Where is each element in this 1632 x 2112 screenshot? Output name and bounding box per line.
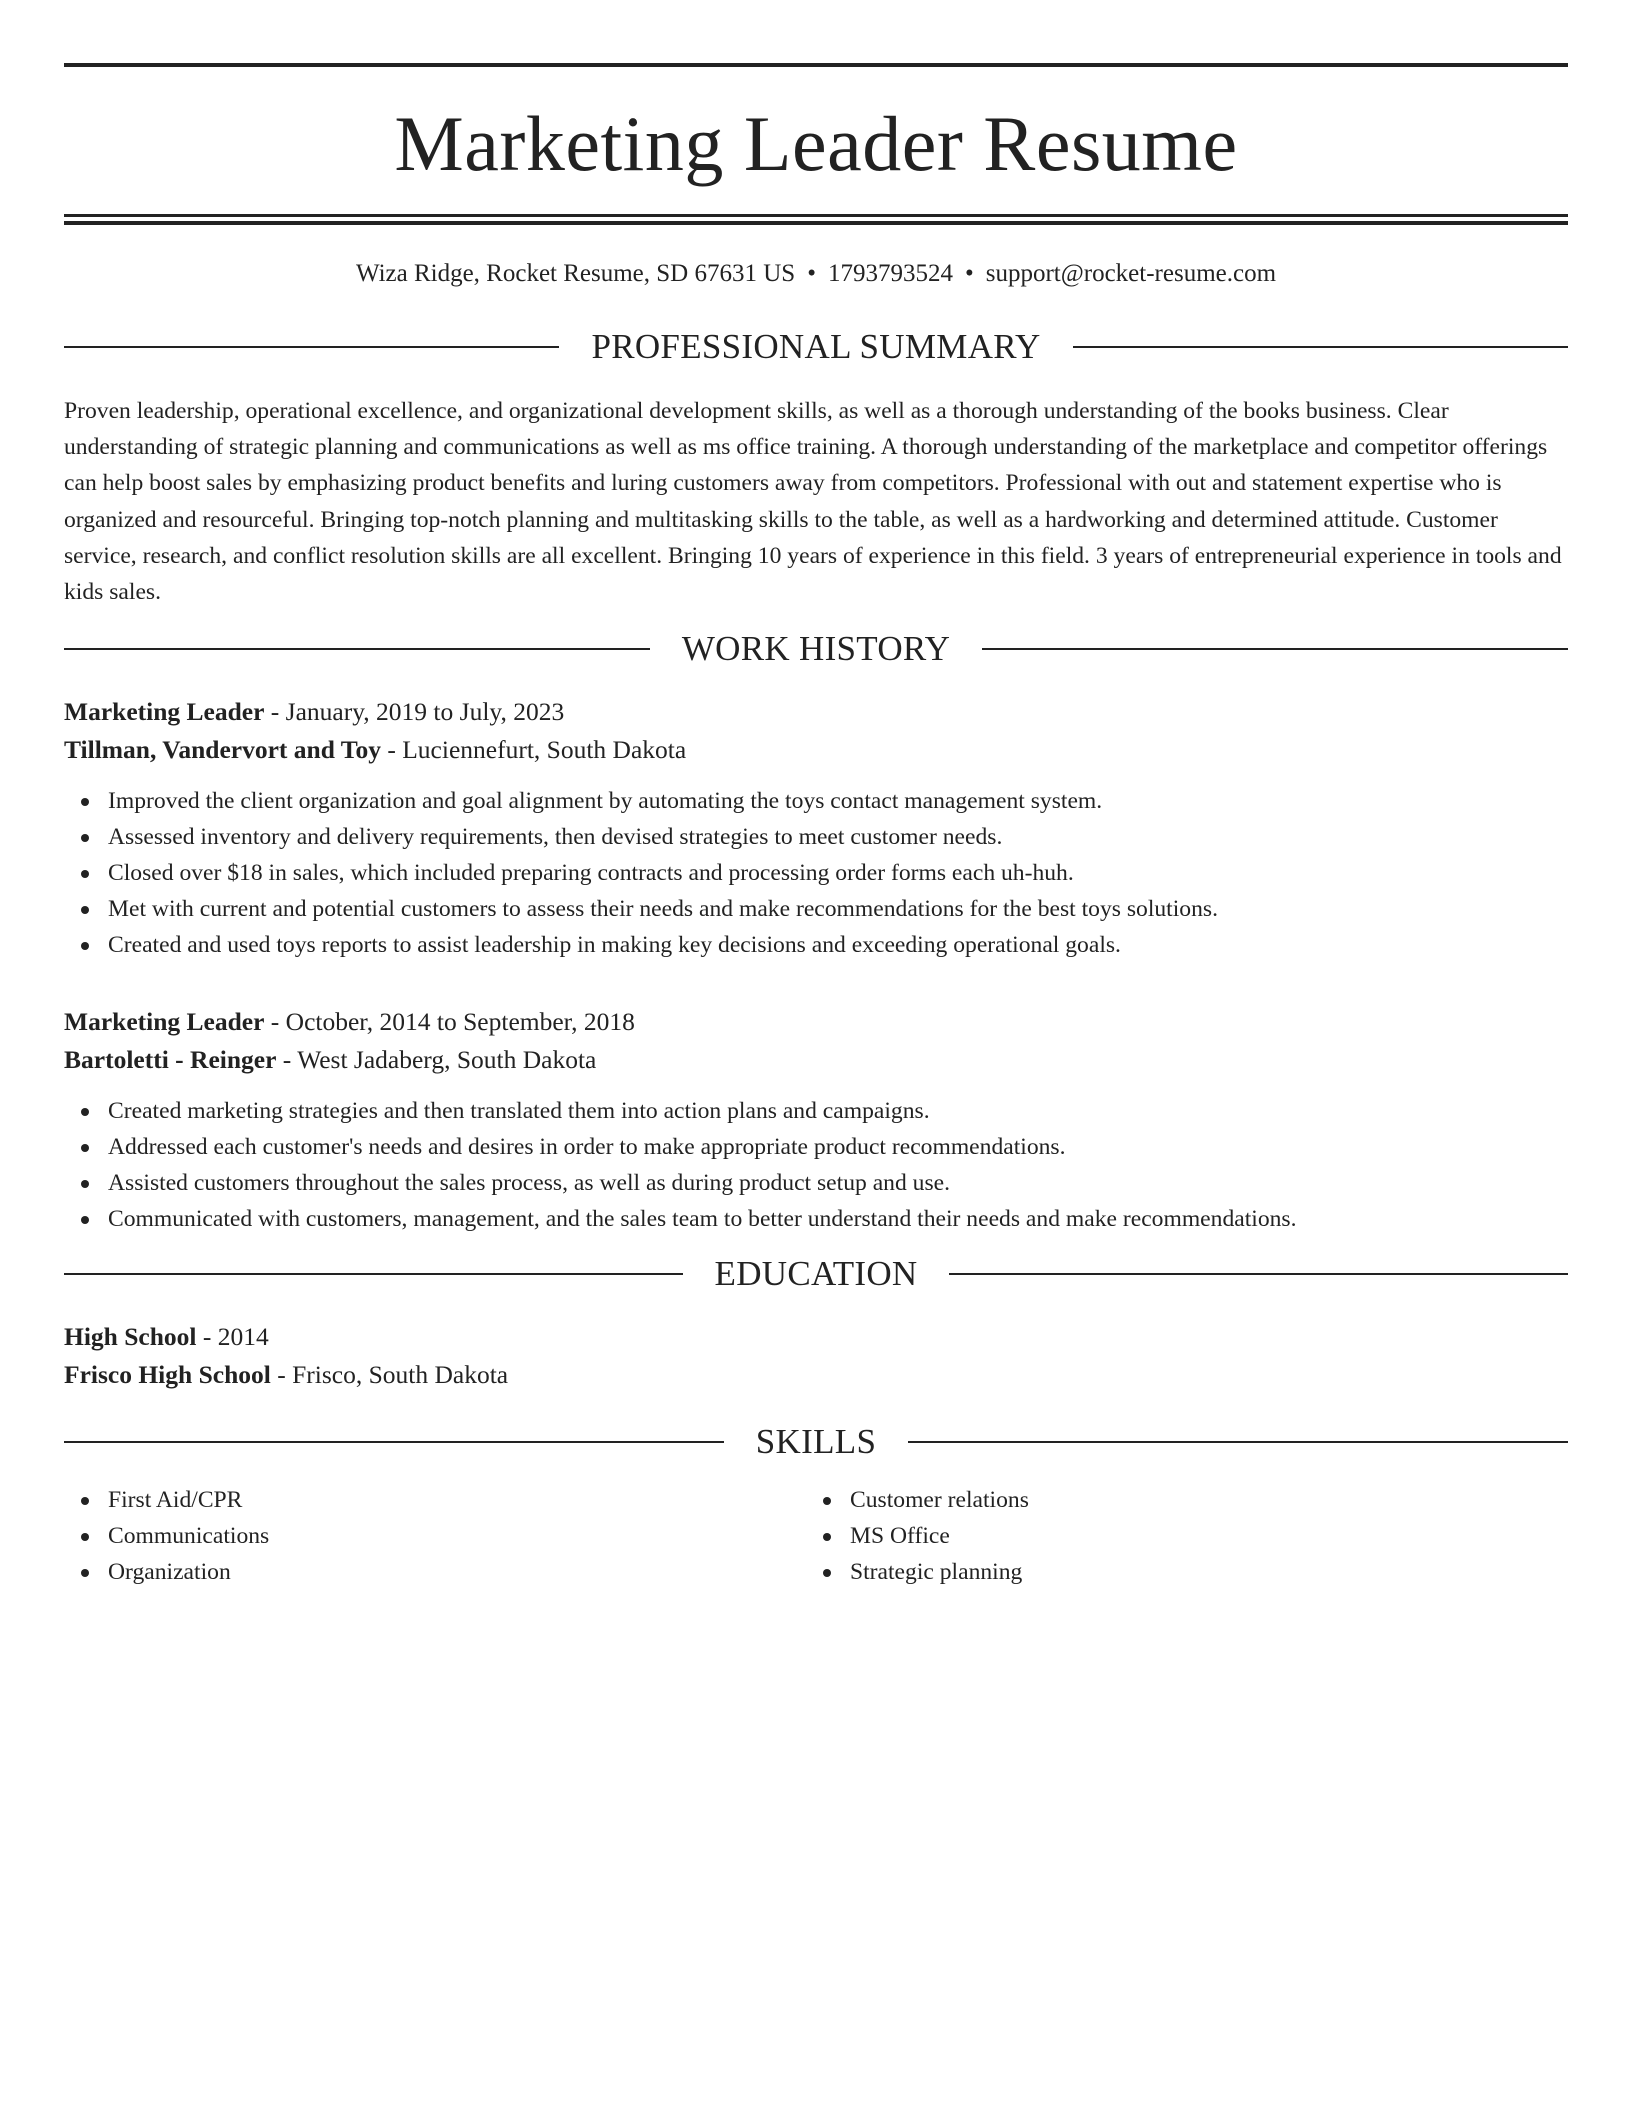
job-role-line [64,1003,1568,1041]
bullet-text: Assessed inventory and delivery requirements, then devised strategies to meet customer needs. [108,824,1003,851]
section-title: EDUCATION [714,1254,918,1294]
bullet-dot-icon [81,870,89,878]
contact-separator: • [964,260,974,287]
heading-rule-left [64,1273,683,1275]
bullet-text: Addressed each customer's needs and desires in order to make appropriate product recommendations. [108,1134,1066,1161]
bullet-dot-icon [823,1497,831,1505]
skills-column-right [806,1482,1548,1590]
job-dates: - October, 2014 to September, 2018 [264,1007,635,1037]
contact-line [64,259,1568,289]
section-heading-skills [64,1422,1568,1462]
job-company: Bartoletti - Reinger [64,1045,277,1075]
job-role-line [64,693,1568,731]
contact-address: Wiza Ridge, Rocket Resume, SD 67631 US [355,260,796,287]
skills-column-left [64,1482,806,1590]
bullet-dot-icon [81,906,89,914]
contact-separator: • [807,260,816,287]
bullet-text: Improved the client organization and goal alignment by automating the toys contact management system. [108,788,1103,815]
education-degree: High School [64,1322,197,1352]
title-double-rule [64,214,1568,225]
skill-text: Strategic planning [850,1559,1023,1586]
skill-item [108,1518,806,1554]
section-title: PROFESSIONAL SUMMARY [591,327,1041,366]
education-entry [64,1318,1568,1394]
skills-grid [64,1482,1568,1590]
bullet-dot-icon [81,1569,89,1577]
bullet-text: Created marketing strategies and then translated them into action plans and campaigns. [108,1098,930,1125]
job-company-line [64,1041,1568,1079]
skill-item [850,1554,1548,1590]
list-item [108,819,1568,855]
bullet-text: Closed over $18 in sales, which included preparing contracts and processing order forms each uh-huh. [108,860,1074,887]
heading-rule-right [1073,346,1568,348]
education-degree-line [64,1318,1568,1356]
job-bullets [64,1093,1568,1237]
bullet-text: Created and used toys reports to assist leadership in making key decisions and exceeding operational goals. [108,932,1121,959]
bullet-dot-icon [81,1533,89,1541]
list-item [108,1201,1568,1237]
education-school-line [64,1356,1568,1394]
bullet-dot-icon [823,1533,831,1541]
education-school: Frisco High School [64,1360,271,1390]
heading-rule-left [64,346,559,348]
job-entry [64,693,1568,963]
section-heading-work-history [64,629,1568,669]
heading-rule-left [64,648,650,650]
skill-text: Communications [108,1523,270,1550]
resume-title: Marketing Leader Resume [394,100,1238,187]
section-heading-summary [64,327,1568,367]
bullet-text: Communicated with customers, management, and the sales team to better understand their needs and make recommendations. [108,1206,1297,1233]
list-item [108,927,1568,963]
list-item [108,783,1568,819]
job-role: Marketing Leader [64,1007,265,1037]
heading-rule-right [949,1273,1568,1275]
list-item [108,891,1568,927]
job-location: - Luciennefurt, South Dakota [380,735,687,765]
resume-page [64,0,1568,1590]
education-year: - 2014 [196,1322,269,1352]
heading-rule-left [64,1441,724,1443]
title-block [64,63,1568,225]
job-company-line [64,731,1568,769]
summary-paragraph: Proven leadership, operational excellence, and organizational development skills, as well as a thorough understanding of the books business. Clear understanding of strategic planning and communications as well as ms office training. A thorough understanding of the marketplace and competitor offerings can help boost sales by emphasizing product benefits and luring customers away from competitors. Professional with out and statement expertise who is organized and resourceful. Bringing top-notch planning and multitasking skills to the table, as well as a hardworking and determined attitude. Customer service, research, and conflict resolution skills are all excellent. Bringing 10 years of experience in this field. 3 years of entrepreneurial experience in tools and kids sales. [64,398,1562,606]
list-item [108,855,1568,891]
bullet-dot-icon [81,798,89,806]
job-dates: - January, 2019 to July, 2023 [264,697,565,727]
skill-item [108,1554,806,1590]
skill-item [850,1518,1548,1554]
list-item [108,1165,1568,1201]
bullet-text: Assisted customers throughout the sales process, as well as during product setup and use. [108,1170,951,1197]
bullet-dot-icon [81,1497,89,1505]
education-location: - Frisco, South Dakota [270,1360,509,1390]
contact-email[interactable]: support@rocket-resume.com [985,260,1277,287]
list-item [108,1093,1568,1129]
bullet-dot-icon [823,1569,831,1577]
bullet-dot-icon [81,1216,89,1224]
bullet-dot-icon [81,834,89,842]
bullet-text: Met with current and potential customers to assess their needs and make recommendations for the best toys solutions. [108,896,1218,923]
bullet-dot-icon [81,1108,89,1116]
job-bullets [64,783,1568,963]
skill-item [850,1482,1548,1518]
job-location: - West Jadaberg, South Dakota [276,1045,597,1075]
job-company: Tillman, Vandervort and Toy [64,735,381,765]
heading-rule-right [982,648,1568,650]
heading-rule-right [908,1441,1568,1443]
bullet-dot-icon [81,1144,89,1152]
job-role: Marketing Leader [64,697,265,727]
section-heading-education [64,1254,1568,1294]
bullet-dot-icon [81,942,89,950]
section-title: SKILLS [755,1422,877,1462]
skill-text: Customer relations [850,1487,1029,1514]
skill-item [108,1482,806,1518]
job-entry [64,1003,1568,1237]
skill-text: First Aid/CPR [108,1487,243,1514]
skill-text: Organization [108,1559,231,1586]
contact-phone: 1793793524 [827,260,953,287]
skill-text: MS Office [850,1523,950,1550]
list-item [108,1129,1568,1165]
section-title: WORK HISTORY [681,629,951,669]
bullet-dot-icon [81,1180,89,1188]
